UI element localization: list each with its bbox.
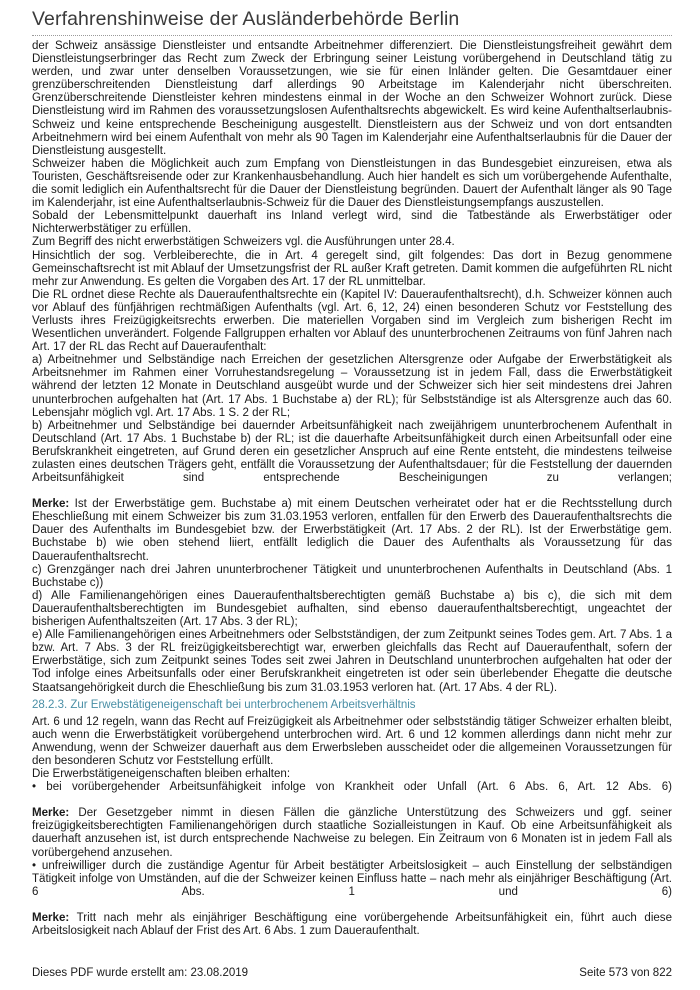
note-merke-2 — [32, 807, 672, 859]
paragraph-begriff-nicht-erwerbstaetig: Zum Begriff des nicht erwerbstätigen Schweizers vgl. die Ausführungen unter 28.4. — [32, 236, 455, 249]
note-merke-1 — [32, 498, 672, 563]
section-heading: 28.2.3. Zur Erwebstätigeneigenschaft bei unterbrochenem Arbeitsverhältnis — [32, 698, 416, 711]
note-label: Merke: — [32, 911, 70, 924]
note-label: Merke: — [32, 498, 70, 511]
list-item-d: d) Alle Familienangehörigen eines Daueraufenthaltsberechtigten gemäß Buchstabe a) bis c), die sich mit dem Daueraufenthaltsberechtigten im Bundesgebiet aufhalten, sind ebenso daueraufenthaltsberechtigt, ungeachtet der bisherigen Aufenthaltszeiten (Art. 17 Abs. 3 der RL); — [32, 589, 672, 629]
list-item-b: b) Arbeitnehmer und Selbständige bei dauernder Arbeitsunfähigkeit nach zweijährigem ununterbrochenem Aufenthalt in Deutschland (Art. 17 Abs. 1 Buchstabe b) der RL; ist die dauerhafte Arbeitsunfähigkeit durch einen Arbeitsunfall oder eine Berufskrankheit eingetreten, auf Grund deren ein gesetzlicher Anspruch auf eine Rente entsteht, die mindestens teilweise zulasten eines deutschen Trägers geht, entfällt die Voraussetzung der Aufenthaltsdauer; für die Feststellung der dauernden Arbeitsunfähigkeit sind entsprechende Bescheinigungen zu verlangen; — [32, 419, 672, 485]
note-label: Merke: — [32, 807, 70, 820]
paragraph-dienstleister: der Schweiz ansässige Dienstleister und entsandte Arbeitnehmer differenziert. Die Dienstleistungsfreiheit gewährt dem Dienstleistungserbringer das Recht zum Zweck der Erbringung seiner Leistung vorübergehend in Deutschland tätig zu werden, und zwar unter denselben Voraussetzungen, wie sie für einen Inländer gelten. Die Gesamtdauer einer grenzüberschreitenden Dienstleistung darf allerdings 90 Arbeitstage im Kalenderjahr nicht überschreiten. Grenzüberschreitende Dienstleister kehren mindestens einmal in der Woche an den Schweizer Wohnort zurück. Diese Dienstleistung wird im Rahmen des voraussetzungslosen Aufenthaltsrechts abgewickelt. Es wird keine Aufenthaltserlaubnis-Schweiz und keine entsprechende Bescheinigung ausgestellt. Dienstleistern aus der Schweiz und von dort entsandten Arbeitnehmern wird bei einem Aufenthalt von mehr als 90 Tagen im Kalenderjahr eine Aufenthaltserlaubnis für die Dauer der Dienstleistung ausgestellt. — [32, 40, 672, 157]
bullet-arbeitsunfaehigkeit: • bei vorübergehender Arbeitsunfähigkeit infolge von Krankheit oder Unfall (Art. 6 Abs. 6, Art. 12 Abs. 6) — [32, 781, 672, 794]
list-item-e: e) Alle Familienangehörigen eines Arbeitnehmers oder Selbstständigen, der zum Zeitpunkt seines Todes gem. Art. 7 Abs. 1 a bzw. Art. 7 Abs. 3 der RL freizügigkeitsberechtigt war, erwerben gleichfalls das Recht auf Daueraufenthalt, sofern der Erwerbstätige, sich zum Zeitpunkt seines Todes seit zwei Jahren in Deutschland ununterbrochen aufgehalten hat oder der Tod infolge eines Arbeitsunfalls oder einer Berufskrankheit eingetreten ist oder sein überlebender Ehegatte die deutsche Staatsangehörigkeit durch die Eheschließung bis zum 31.03.1953 verloren hat. (Art. 17 Abs. 4 der RL). — [32, 629, 672, 694]
list-item-a: a) Arbeitnehmer und Selbständige nach Erreichen der gesetzlichen Altersgrenze oder Aufgabe der Erwerbstätigkeit als Arbeitsnehmer im Rahmen einer Vorruhestandsregelung – Voraussetzung ist in jedem Fall, dass die Erwerbstätigkeit während der letzten 12 Monate in Deutschland ausgeübt wurde und der Schweizer sich hier seit mindestens drei Jahren ununterbrochen aufgehalten hat (Art. 17 Abs. 1 Buchstabe a) der RL); für Selbstständige ist als Altersgrenze auch das 60. Lebensjahr möglich vgl. Art. 17 Abs. 1 S. 2 der RL; — [32, 354, 672, 419]
paragraph-verbleiberechte: Hinsichtlich der sog. Verbleiberechte, die in Art. 4 geregelt sind, gilt folgendes: Das dort in Bezug genommene Gemeinschaftsrecht ist mit Ablauf der Umsetzungsfrist der RL außer Kraft getreten. Damit kommen die aufgeführten RL nicht mehr zur Anwendung. Es gelten die Vorgaben des Art. 17 der RL unmittelbar. — [32, 249, 672, 288]
paragraph-dienstleistungsempfang: Schweizer haben die Möglichkeit auch zum Empfang von Dienstleistungen in das Bundesgebiet einzureisen, etwa als Touristen, Geschäftsreisende oder zur Krankenhausbehandlung. Auch hier handelt es sich um vorübergehende Aufenthalte, die somit lediglich ein Aufenthaltsrecht für die Dauer der Dienstleistung begründen. Dauert der Aufenthalt länger als 90 Tage im Kalenderjahr, ist eine Aufenthaltserlaubnis-Schweiz für die Dauer des Dienstleistungsempfangs auszustellen. — [32, 157, 672, 210]
note-text: Tritt nach mehr als einjähriger Beschäftigung eine vorübergehende Arbeitsunfähigkeit ein, führt auch diese Arbeitslosigkeit nach Ablauf der Frist des Art. 6 Abs. 1 zum Daueraufenthalt. — [32, 911, 672, 937]
paragraph-art-6-12: Art. 6 und 12 regeln, wann das Recht auf Freizügigkeit als Arbeitnehmer oder selbstständig tätiger Schweizer erhalten bleibt, auch wenn die Erwerbstätigkeit vorübergehend unterbrochen wird. Art. 6 und 12 kommen allerdings dann nicht mehr zur Anwendung, wenn der Schweizer dauerhaft aus dem Erwerbsleben ausscheidet oder die allgemeinen Voraussetzungen für den besonderen Schutz vor Feststellung erfüllt. — [32, 715, 672, 767]
footer-created-date: Dieses PDF wurde erstellt am: 23.08.2019 — [32, 967, 249, 979]
paragraph-eigenschaften: Die Erwerbstätigeneigenschaften bleiben erhalten: — [32, 768, 291, 781]
paragraph-lebensmittelpunkt: Sobald der Lebensmittelpunkt dauerhaft ins Inland verlegt wird, sind die Tatbestände als Erwerbstätiger oder Nichterwerbstätiger zu erfüllen. — [32, 210, 672, 236]
list-item-c: c) Grenzgänger nach drei Jahren ununterbrochener Tätigkeit und ununterbrochenen Aufenthalts in Deutschland (Abs. 1 Buchstabe c)) — [32, 563, 672, 589]
page-header-title: Verfahrenshinweise der Ausländerbehörde Berlin — [32, 8, 460, 30]
document-body — [32, 40, 672, 938]
paragraph-daueraufenthaltsrechte: Die RL ordnet diese Rechte als Daueraufenthaltsrechte ein (Kapitel IV: Daueraufenthaltsrecht), d.h. Schweizer können auch vor Ablauf des fünfjährigen rechtmäßigen Aufenthalts (vgl. Art. 6, 12, 24) einen besonderen Schutz vor Feststellung des Verlusts ihres Freizügigkeitsrechts erwerben. Die materiellen Vorgaben sind im Vergleich zum bisherigen Recht im Wesentlichen unverändert. Folgende Fallgruppen erhalten vor Ablauf des ununterbrochenen Zeitraums von fünf Jahren nach Art. 17 der RL das Recht auf Daueraufenthalt: — [32, 288, 672, 354]
bullet-arbeitslosigkeit: • unfreiwilliger durch die zuständige Agentur für Arbeit bestätigter Arbeitslosigkeit – auch Einstellung der selbständigen Tätigkeit infolge von Umständen, auf die der Schweizer keinen Einfluss hatte – nach mehr als einjähriger Beschäftigung (Art. 6 Abs. 1 und 6) — [32, 859, 672, 898]
note-text: Der Gesetzgeber nimmt in diesen Fällen die gänzliche Unterstützung des Schweizers und ggf. seiner freizügigkeitsberechtigten Familienangehörigen durch staatliche Sozialleistungen in Kauf. Ob eine Arbeitsunfähigkeit als dauerhaft anzusehen ist, ist durch entsprechende Nachweise zu belegen. Ein Zeitraum von 6 Monaten ist in jedem Fall als vorübergehend anzusehen. — [32, 807, 672, 859]
note-merke-3 — [32, 912, 672, 938]
header-divider — [32, 35, 672, 36]
footer-page-number: Seite 573 von 822 — [579, 967, 672, 979]
note-text: Ist der Erwerbstätige gem. Buchstabe a) mit einem Deutschen verheiratet oder hat er die Rechtsstellung durch Eheschließung mit einem Schweizer bis zum 31.03.1953 verloren, entfallen für den Erwerb des Daueraufenthaltsrechts die Dauer des Aufenthalts im Bundesgebiet bzw. der Erwerbstätigkeit (Art. 17 Abs. 2 der RL). Ist der Erwerbstätige gem. Buchstabe b) wie oben stehend liiert, entfällt lediglich die Dauer des Aufenthalts als Voraussetzung für das Daueraufenthaltsrecht. — [32, 498, 672, 563]
